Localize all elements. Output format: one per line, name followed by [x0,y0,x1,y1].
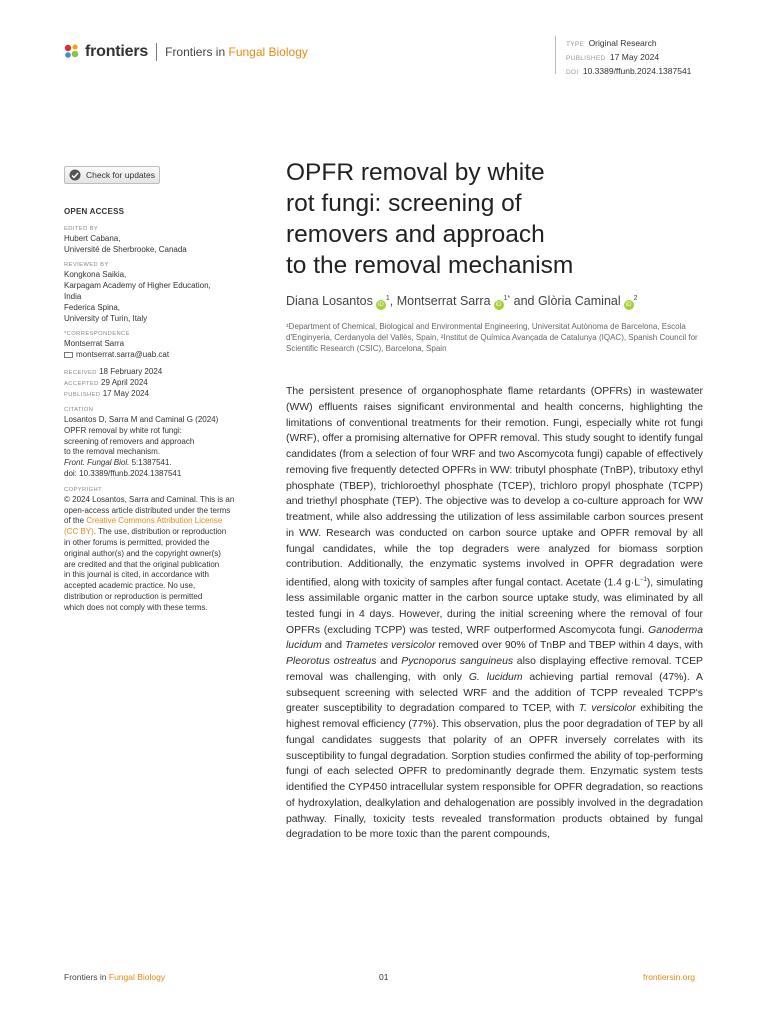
orcid-icon[interactable]: iD [494,300,504,310]
reviewed-by: REVIEWED BY Kongkona Saikia, Karpagam Academy of Higher Education, India Federica Spina, University of Turin, Italy [64,262,211,323]
correspondence: *CORRESPONDENCE Montserrat Sarra montserrat.sarra@uab.cat [64,330,246,361]
orcid-icon[interactable]: iD [624,300,634,310]
doi[interactable]: DOI 10.3389/ffunb.2024.1387541 [566,66,692,76]
article-meta: TYPE Original Research PUBLISHED 17 May 2024 DOI 10.3389/ffunb.2024.1387541 [566,37,691,79]
logo-divider [156,43,157,61]
open-access-label: OPEN ACCESS [64,207,125,216]
article-type: Original Research [588,38,657,48]
copyright: COPYRIGHT © 2024 Losantos, Sarra and Caminal. This is an open-access article distributed under the terms of the Creative Commons Attribution License (CC BY). The use, distribution or reproduction in other forums is permitted, provided the original author(s) and the copyright owner(s) are credited and that the original publication in this journal is cited, in accordance with accepted academic practice. No use, distribution or reproduction is permitted which does not comply with these terms. [64,486,235,612]
affiliations: ¹Department of Chemical, Biological and Environmental Engineering, Universitat Autònoma de Barcelona, Escola d'Enginyeria, Cerdanyola del Vallès, Spain, ²Institut de Química Avançada de Catalunya (IQAC), Spanish Council for Scientific Research (CSIC), Barcelona, Spain [286,322,698,353]
check-updates-icon [69,169,81,181]
author-name[interactable]: Glòria Caminal [537,294,621,308]
frontiers-logo-icon [63,43,81,61]
article-info-sidebar [64,207,246,620]
author-name[interactable]: Diana Losantos [286,294,373,308]
correspondence-email[interactable]: montserrat.sarra@uab.cat [64,350,246,361]
abstract: The persistent presence of organophosphate flame retardants (OPFRs) in wastewater (WW) effluents raises significant environmental and health concerns, highlighting the limitations of conventional treatments for their remotion. Fungi, especially white rot fungi (WRF), offer a promising alternative for OPFR removal. This study sought to identify fungal candidates (from a selection of four WRF and two Ascomycota fungi) capable of effectively removing five frequently detected OPFRs in WW: tributyl phosphate (TnBP), tributoxy ethyl phosphate (TBEP), trichloroethyl phosphate (TCEP), trichloro propyl phosphate (TCPP) and triethyl phosphate (TEP). The objective was to develop a co-culture approach for WW treatment, while also addressing the utilization of less assimilable carbon sources present in WW. Research was conducted on carbon source uptake and OPFR removal by all fungal candidates, while the top degraders were analyzed for biomass sorption contribution. Additionally, the enzymatic systems involved in OPFR degradation were identified, along with toxicity of samples after fungal contact. Acetate (1.4 $g\cdot L^{-1}$), simulating less assimilable organic matter in the carbon source uptake study, was eliminated by all tested fungi in 4 days. However, during the initial screening where the removal of four OPFRs (excluding TCPP) was tested, WRF outperformed Ascomycota fungi. Ganoderma lucidum and Trametes versicolor removed over 90% of TnBP and TBEP within 4 days, with Pleorotus ostreatus and Pycnoporus sanguineus also displaying effective removal. TCEP removal was challenging, with only G. lucidum achieving partial removal (47%). A subsequent screening with selected WRF and the addition of TCPP revealed TCPP's greater susceptibility to degradation compared to TCEP, with T. versicolor exhibiting the highest removal efficiency (77%). This observation, plus the poor degradation of TEP by all fungal candidates suggests that polarity of an OPFR inversely correlates with its susceptibility to fungal degradation. Sorption studies confirmed the ability of top-performing fungi of each selected OPFR to predominantly degrade them. Enzymatic system tests identified the CYP450 intracellular system responsible for OPFR degradation, so reactions of hydroxylation, dealkylation and dehalogenation are possibly involved in the degradation pathway. Finally, toxicity tests revealed transformation products obtained by fungal degradation to be more toxic than the parent compounds, [286,386,704,841]
journal-name[interactable]: Frontiers in Fungal Biology [165,45,308,59]
cc-by-link[interactable]: (CC BY) [64,527,94,537]
footer-journal[interactable]: Frontiers in Fungal Biology [64,972,166,982]
check-for-updates-button[interactable]: Check for updates [64,166,160,184]
author-list: Diana Losantos $iD^1$, Montserrat Sarra $iD^{1*}$ and Glòria Caminal $iD^2$ [286,294,638,308]
article-title: OPFR removal by white rot fungi: screening of removers and approach to the removal mechanism [286,159,574,279]
frontiers-logo[interactable] [63,41,308,63]
citation: CITATION Losantos D, Sarra M and Caminal G (2024) OPFR removal by white rot fungi: screening of removers and approach to the removal mechanism. Front. Fungal Biol. 5:1387541. doi: 10.3389/ffunb.2024.1387541 [64,406,246,480]
meta-divider [555,36,556,74]
orcid-icon[interactable]: iD [376,300,386,310]
dates: RECEIVED 18 February 2024 ACCEPTED 29 April 2024 PUBLISHED 17 May 2024 [64,366,163,398]
brand-name: frontiers [85,43,149,60]
page-number: 01 [379,972,389,982]
edited-by: EDITED BY Hubert Cabana, Université de Sherbrooke, Canada [64,225,187,254]
license-link[interactable]: Creative Commons Attribution License [86,516,223,526]
mail-icon [64,352,73,358]
footer-site-link[interactable]: frontiersin.org [643,972,695,982]
published-date: 17 May 2024 [609,52,660,62]
author-name[interactable]: Montserrat Sarra [396,294,491,308]
citation-doi[interactable]: doi: 10.3389/ffunb.2024.1387541 [64,468,182,478]
